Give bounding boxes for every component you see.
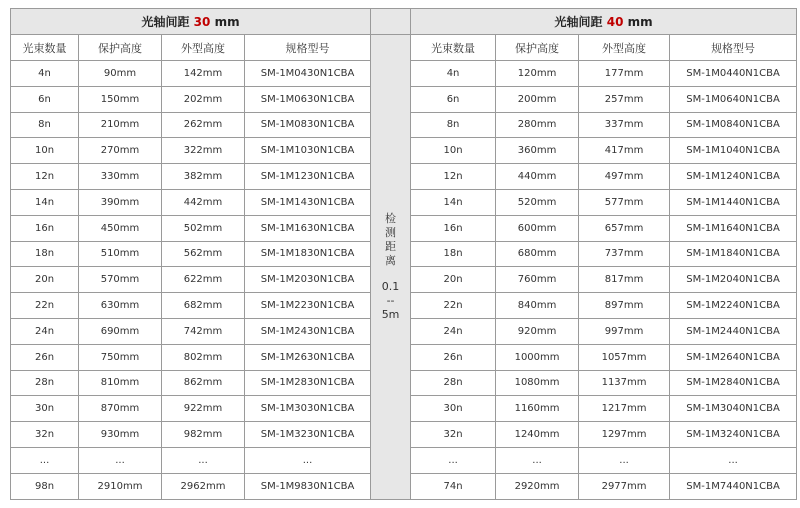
right-cell-outer-height: 997mm xyxy=(579,318,670,344)
left-cell-protect-height: 330mm xyxy=(79,164,162,190)
right-cell-outer-height: 1297mm xyxy=(579,422,670,448)
detection-label-char: 离 xyxy=(385,253,397,267)
right-cell-model: SM-1M2040N1CBA xyxy=(670,267,797,293)
right-cell-protect-height: 840mm xyxy=(496,293,579,319)
right-title-prefix: 光轴间距 xyxy=(554,15,603,29)
right-cell-protect-height: 280mm xyxy=(496,112,579,138)
title-spacer xyxy=(371,9,411,35)
right-cell-model: SM-1M3240N1CBA xyxy=(670,422,797,448)
left-cell-beams: 12n xyxy=(11,164,79,190)
left-cell-model: SM-1M3230N1CBA xyxy=(245,422,371,448)
left-cell-protect-height: 570mm xyxy=(79,267,162,293)
right-cell-beams: 10n xyxy=(411,138,496,164)
right-title xyxy=(411,9,797,35)
right-header-protect-height: 保护高度 xyxy=(496,35,579,61)
detection-label-char: 检 xyxy=(385,211,397,225)
right-cell-outer-height: 337mm xyxy=(579,112,670,138)
left-cell-outer-height: 802mm xyxy=(162,344,245,370)
right-cell-model: SM-1M2840N1CBA xyxy=(670,370,797,396)
right-cell-beams: 4n xyxy=(411,61,496,87)
left-cell-protect-height: 2910mm xyxy=(79,473,162,499)
right-cell-protect-height: ... xyxy=(496,447,579,473)
right-cell-beams: 8n xyxy=(411,112,496,138)
left-cell-beams: 16n xyxy=(11,215,79,241)
right-cell-beams: 12n xyxy=(411,164,496,190)
left-cell-model: SM-1M2230N1CBA xyxy=(245,293,371,319)
left-cell-outer-height: 142mm xyxy=(162,61,245,87)
left-cell-beams: 28n xyxy=(11,370,79,396)
left-cell-protect-height: 450mm xyxy=(79,215,162,241)
left-cell-beams: 22n xyxy=(11,293,79,319)
right-cell-outer-height: 417mm xyxy=(579,138,670,164)
right-cell-model: SM-1M2440N1CBA xyxy=(670,318,797,344)
left-cell-protect-height: 870mm xyxy=(79,396,162,422)
right-cell-model: SM-1M1840N1CBA xyxy=(670,241,797,267)
left-cell-beams: 8n xyxy=(11,112,79,138)
left-cell-outer-height: 382mm xyxy=(162,164,245,190)
left-cell-model: SM-1M2030N1CBA xyxy=(245,267,371,293)
right-cell-beams: 6n xyxy=(411,86,496,112)
right-cell-outer-height: 817mm xyxy=(579,267,670,293)
left-cell-beams: 24n xyxy=(11,318,79,344)
right-cell-outer-height: 1137mm xyxy=(579,370,670,396)
right-header-beams: 光束数量 xyxy=(411,35,496,61)
left-header-outer-height: 外型高度 xyxy=(162,35,245,61)
left-cell-protect-height: 390mm xyxy=(79,189,162,215)
right-cell-outer-height: 1217mm xyxy=(579,396,670,422)
left-title-value: 30 xyxy=(193,15,211,29)
left-cell-outer-height: 322mm xyxy=(162,138,245,164)
left-cell-outer-height: 682mm xyxy=(162,293,245,319)
left-cell-model: SM-1M0430N1CBA xyxy=(245,61,371,87)
left-cell-outer-height: 982mm xyxy=(162,422,245,448)
detection-range-to: 5m xyxy=(381,307,400,321)
left-header-model: 规格型号 xyxy=(245,35,371,61)
left-cell-outer-height: 502mm xyxy=(162,215,245,241)
left-cell-protect-height: 690mm xyxy=(79,318,162,344)
right-cell-model: SM-1M7440N1CBA xyxy=(670,473,797,499)
detection-range-from: 0.1 xyxy=(381,279,400,293)
left-cell-protect-height: 630mm xyxy=(79,293,162,319)
right-cell-beams: 32n xyxy=(411,422,496,448)
left-title xyxy=(11,9,371,35)
right-cell-protect-height: 760mm xyxy=(496,267,579,293)
left-cell-protect-height: 810mm xyxy=(79,370,162,396)
right-cell-model: SM-1M1040N1CBA xyxy=(670,138,797,164)
right-cell-protect-height: 1160mm xyxy=(496,396,579,422)
left-cell-model: SM-1M1430N1CBA xyxy=(245,189,371,215)
right-cell-model: SM-1M2240N1CBA xyxy=(670,293,797,319)
right-cell-outer-height: 657mm xyxy=(579,215,670,241)
left-cell-outer-height: 622mm xyxy=(162,267,245,293)
left-cell-model: SM-1M3030N1CBA xyxy=(245,396,371,422)
title-row xyxy=(11,9,797,35)
left-cell-outer-height: ... xyxy=(162,447,245,473)
right-cell-outer-height: ... xyxy=(579,447,670,473)
left-cell-protect-height: ... xyxy=(79,447,162,473)
left-cell-beams: 98n xyxy=(11,473,79,499)
right-cell-beams: 30n xyxy=(411,396,496,422)
left-cell-protect-height: 150mm xyxy=(79,86,162,112)
left-title-unit: mm xyxy=(214,15,240,29)
left-cell-model: ... xyxy=(245,447,371,473)
left-cell-beams: 4n xyxy=(11,61,79,87)
left-cell-protect-height: 930mm xyxy=(79,422,162,448)
right-cell-model: SM-1M2640N1CBA xyxy=(670,344,797,370)
left-title-prefix: 光轴间距 xyxy=(141,15,190,29)
left-cell-model: SM-1M2830N1CBA xyxy=(245,370,371,396)
spec-table xyxy=(10,8,797,500)
column-header-row xyxy=(11,35,797,61)
left-cell-protect-height: 270mm xyxy=(79,138,162,164)
detection-distance-cell xyxy=(371,35,411,500)
right-cell-beams: 24n xyxy=(411,318,496,344)
left-cell-beams: 14n xyxy=(11,189,79,215)
right-cell-beams: 18n xyxy=(411,241,496,267)
right-cell-beams: 74n xyxy=(411,473,496,499)
right-cell-model: SM-1M0840N1CBA xyxy=(670,112,797,138)
right-cell-protect-height: 920mm xyxy=(496,318,579,344)
left-cell-outer-height: 922mm xyxy=(162,396,245,422)
left-cell-outer-height: 442mm xyxy=(162,189,245,215)
left-cell-beams: 20n xyxy=(11,267,79,293)
right-cell-model: SM-1M0440N1CBA xyxy=(670,61,797,87)
right-cell-protect-height: 120mm xyxy=(496,61,579,87)
right-cell-outer-height: 897mm xyxy=(579,293,670,319)
left-cell-protect-height: 210mm xyxy=(79,112,162,138)
right-cell-outer-height: 257mm xyxy=(579,86,670,112)
right-cell-protect-height: 2920mm xyxy=(496,473,579,499)
left-cell-outer-height: 2962mm xyxy=(162,473,245,499)
detection-label-char: 距 xyxy=(385,239,397,253)
right-cell-model: SM-1M3040N1CBA xyxy=(670,396,797,422)
right-cell-protect-height: 1240mm xyxy=(496,422,579,448)
right-cell-beams: 16n xyxy=(411,215,496,241)
left-cell-model: SM-1M2630N1CBA xyxy=(245,344,371,370)
left-cell-outer-height: 262mm xyxy=(162,112,245,138)
right-cell-outer-height: 1057mm xyxy=(579,344,670,370)
right-cell-beams: 26n xyxy=(411,344,496,370)
right-cell-beams: ... xyxy=(411,447,496,473)
left-cell-beams: 26n xyxy=(11,344,79,370)
right-cell-protect-height: 680mm xyxy=(496,241,579,267)
right-cell-model: SM-1M1440N1CBA xyxy=(670,189,797,215)
left-header-beams: 光束数量 xyxy=(11,35,79,61)
left-cell-outer-height: 862mm xyxy=(162,370,245,396)
right-cell-beams: 28n xyxy=(411,370,496,396)
right-cell-protect-height: 600mm xyxy=(496,215,579,241)
right-cell-outer-height: 577mm xyxy=(579,189,670,215)
left-cell-model: SM-1M1830N1CBA xyxy=(245,241,371,267)
detection-label-char: 测 xyxy=(385,225,397,239)
left-cell-protect-height: 90mm xyxy=(79,61,162,87)
left-cell-beams: 10n xyxy=(11,138,79,164)
right-cell-protect-height: 1080mm xyxy=(496,370,579,396)
left-cell-model: SM-1M2430N1CBA xyxy=(245,318,371,344)
left-cell-protect-height: 750mm xyxy=(79,344,162,370)
left-header-protect-height: 保护高度 xyxy=(79,35,162,61)
left-cell-beams: 32n xyxy=(11,422,79,448)
right-cell-protect-height: 440mm xyxy=(496,164,579,190)
right-cell-protect-height: 200mm xyxy=(496,86,579,112)
right-cell-protect-height: 1000mm xyxy=(496,344,579,370)
left-cell-model: SM-1M0830N1CBA xyxy=(245,112,371,138)
right-cell-model: SM-1M1240N1CBA xyxy=(670,164,797,190)
left-cell-model: SM-1M1030N1CBA xyxy=(245,138,371,164)
left-cell-protect-height: 510mm xyxy=(79,241,162,267)
left-cell-model: SM-1M0630N1CBA xyxy=(245,86,371,112)
right-cell-beams: 14n xyxy=(411,189,496,215)
right-cell-protect-height: 360mm xyxy=(496,138,579,164)
right-title-unit: mm xyxy=(627,15,653,29)
right-cell-beams: 22n xyxy=(411,293,496,319)
left-cell-model: SM-1M1230N1CBA xyxy=(245,164,371,190)
left-cell-outer-height: 562mm xyxy=(162,241,245,267)
right-cell-beams: 20n xyxy=(411,267,496,293)
right-header-outer-height: 外型高度 xyxy=(579,35,670,61)
left-cell-outer-height: 202mm xyxy=(162,86,245,112)
right-title-value: 40 xyxy=(606,15,624,29)
detection-range-sep: -- xyxy=(386,293,395,307)
right-cell-model: SM-1M1640N1CBA xyxy=(670,215,797,241)
right-cell-outer-height: 177mm xyxy=(579,61,670,87)
right-cell-outer-height: 2977mm xyxy=(579,473,670,499)
left-cell-beams: 6n xyxy=(11,86,79,112)
left-cell-beams: 18n xyxy=(11,241,79,267)
left-cell-beams: 30n xyxy=(11,396,79,422)
left-cell-outer-height: 742mm xyxy=(162,318,245,344)
right-cell-outer-height: 497mm xyxy=(579,164,670,190)
right-header-model: 规格型号 xyxy=(670,35,797,61)
left-cell-model: SM-1M1630N1CBA xyxy=(245,215,371,241)
left-cell-model: SM-1M9830N1CBA xyxy=(245,473,371,499)
left-cell-beams: ... xyxy=(11,447,79,473)
right-cell-outer-height: 737mm xyxy=(579,241,670,267)
right-cell-protect-height: 520mm xyxy=(496,189,579,215)
right-cell-model: SM-1M0640N1CBA xyxy=(670,86,797,112)
right-cell-model: ... xyxy=(670,447,797,473)
